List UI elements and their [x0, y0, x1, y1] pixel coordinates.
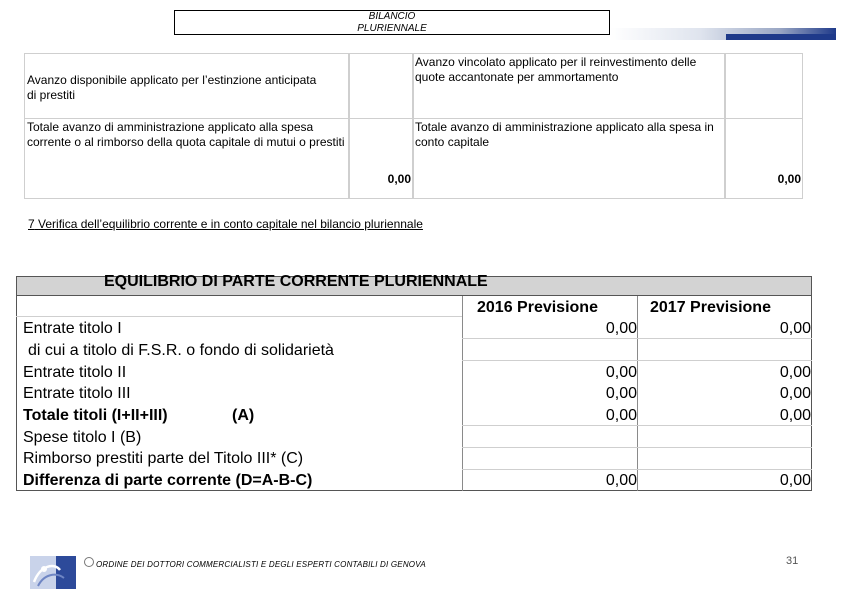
value-2016-entrate-titolo-iii: 0,00	[605, 385, 637, 402]
value-2017-entrate-titolo-ii: 0,00	[779, 364, 811, 381]
value-2017-entrate-titolo-iii: 0,00	[779, 385, 811, 402]
section-number: 7	[28, 217, 35, 231]
footer-organization: ORDINE DEI DOTTORI COMMERCIALISTI E DEGLI ESPERTI CONTABILI DI GENOVA	[96, 560, 426, 569]
totale-spesa-capitale-label: Totale avanzo di amministrazione applicato alla spesa in conto capitale	[415, 120, 714, 149]
row-label-totale-titoli: Totale titoli (I+II+III)	[23, 407, 168, 424]
row-label-entrate-titolo-i: Entrate titolo I	[23, 320, 122, 337]
column-divider-1	[462, 296, 463, 491]
value-2016-differenza-corrente: 0,00	[605, 472, 637, 489]
row-label-spese-titolo-i: Spese titolo I (B)	[23, 429, 142, 446]
avanzo-vincolato-cell	[413, 53, 725, 119]
column-header-2017: 2017 Previsione	[650, 299, 771, 316]
equilibrio-table-title: EQUILIBRIO DI PARTE CORRENTE PLURIENNALE	[104, 273, 488, 290]
footer-seal-icon	[84, 557, 94, 567]
row-label-totale-titoli-suffix: (A)	[232, 407, 255, 424]
slide-title-line1: BILANCIO	[368, 11, 416, 22]
row-label-fsr: di cui a titolo di F.S.R. o fondo di solidarietà	[28, 342, 334, 359]
section-heading	[28, 217, 423, 231]
slide-title-line2: PLURIENNALE	[357, 23, 427, 34]
avanzo-vincolato-label: Avanzo vincolato applicato per il reinvestimento delle quote accantonate per ammortamento	[415, 55, 697, 84]
odcec-logo-icon	[30, 556, 76, 589]
page-number: 31	[786, 555, 799, 567]
slide-title-box	[174, 10, 610, 35]
header-decorative-bar	[610, 28, 836, 40]
totale-spesa-capitale-cell	[413, 118, 725, 199]
totale-spesa-corrente-cell	[24, 118, 349, 199]
row-label-rimborso-prestiti: Rimborso prestiti parte del Titolo III* (C)	[23, 450, 304, 467]
column-divider-2	[637, 296, 638, 491]
value-2017-entrate-titolo-i: 0,00	[779, 320, 811, 337]
column-header-2016: 2016 Previsione	[477, 299, 598, 316]
section-heading-text: Verifica dell’equilibrio corrente e in conto capitale nel bilancio pluriennale	[38, 217, 423, 231]
row-label-differenza-corrente: Differenza di parte corrente (D=A-B-C)	[23, 472, 313, 489]
value-2016-totale-titoli: 0,00	[605, 407, 637, 424]
row-label-entrate-titolo-iii: Entrate titolo III	[23, 385, 131, 402]
totale-spesa-capitale-value-cell	[725, 118, 803, 199]
value-2016-entrate-titolo-ii: 0,00	[605, 364, 637, 381]
row-label-entrate-titolo-ii: Entrate titolo II	[23, 364, 127, 381]
value-2017-totale-titoli: 0,00	[779, 407, 811, 424]
totale-spesa-corrente-label: Totale avanzo di amministrazione applicato alla spesa corrente o al rimborso della quota capitale di mutui o prestiti	[27, 120, 345, 149]
avanzo-disponibile-value-cell	[349, 53, 413, 119]
value-2017-differenza-corrente: 0,00	[779, 472, 811, 489]
value-2016-entrate-titolo-i: 0,00	[605, 320, 637, 337]
avanzo-disponibile-cell	[24, 53, 349, 119]
avanzo-vincolato-value-cell	[725, 53, 803, 119]
totale-spesa-corrente-value: 0,00	[387, 172, 411, 186]
totale-spesa-capitale-value: 0,00	[777, 172, 801, 186]
avanzo-disponibile-label: Avanzo disponibile applicato per l’estinzione anticipata di prestiti	[27, 73, 317, 102]
totale-spesa-corrente-value-cell	[349, 118, 413, 199]
